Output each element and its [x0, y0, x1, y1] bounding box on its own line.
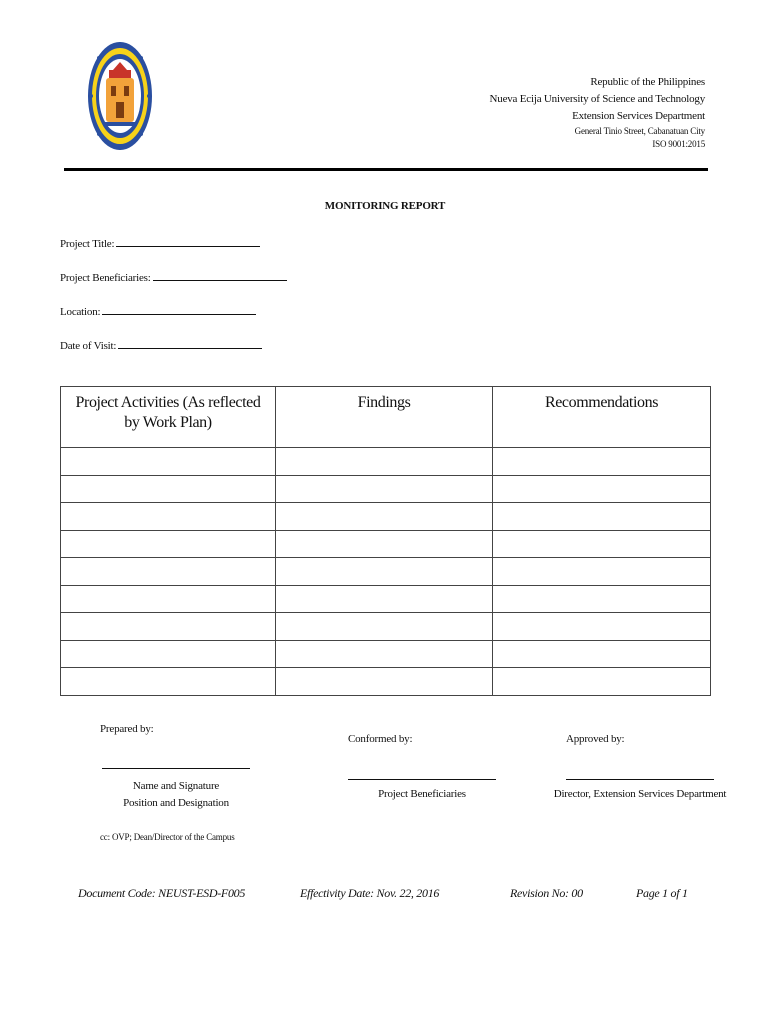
recommendations-cell[interactable]	[493, 585, 711, 613]
cc-note: cc: OVP; Dean/Director of the Campus	[100, 832, 235, 842]
header-line-iso: ISO 9001:2015	[652, 139, 705, 149]
field-project-title	[60, 236, 260, 250]
field-label-project-beneficiaries: Project Beneficiaries:	[60, 272, 151, 284]
column-header-activities-line2: by Work Plan)	[124, 414, 212, 431]
findings-cell[interactable]	[276, 530, 493, 558]
field-label-location: Location:	[60, 306, 101, 318]
table-row	[61, 503, 711, 531]
findings-cell[interactable]	[276, 668, 493, 696]
project-title-input[interactable]	[116, 236, 260, 247]
findings-cell[interactable]	[276, 448, 493, 476]
institution-header	[385, 74, 705, 151]
activity-cell[interactable]	[61, 640, 276, 668]
table-row	[61, 613, 711, 641]
project-beneficiaries-input[interactable]	[153, 270, 287, 281]
table-row	[61, 640, 711, 668]
seal-icon	[87, 40, 153, 152]
findings-cell[interactable]	[276, 613, 493, 641]
field-location	[60, 304, 256, 318]
findings-cell[interactable]	[276, 558, 493, 586]
recommendations-cell[interactable]	[493, 668, 711, 696]
activity-cell[interactable]	[61, 503, 276, 531]
field-date-of-visit	[60, 338, 262, 352]
activities-table	[60, 386, 711, 696]
footer-page-number: Page 1 of 1	[636, 886, 688, 900]
table-row	[61, 558, 711, 586]
header-line-address: General Tinio Street, Cabanatuan City	[574, 126, 705, 136]
column-header-activities-line1: Project Activities (As reflected	[75, 394, 261, 411]
table-header-row	[61, 387, 711, 448]
footer-document-code: Document Code: NEUST-ESD-F005	[78, 886, 246, 900]
university-seal	[87, 40, 153, 152]
approved-by-label: Approved by:	[566, 733, 625, 745]
activity-cell[interactable]	[61, 585, 276, 613]
recommendations-cell[interactable]	[493, 475, 711, 503]
activity-cell[interactable]	[61, 475, 276, 503]
recommendations-cell[interactable]	[493, 448, 711, 476]
date-of-visit-input[interactable]	[118, 338, 262, 349]
findings-cell[interactable]	[276, 503, 493, 531]
column-header-activities	[61, 387, 276, 448]
location-input[interactable]	[102, 304, 256, 315]
header-line-department: Extension Services Department	[572, 110, 705, 122]
footer-effectivity-date: Effectivity Date: Nov. 22, 2016	[300, 886, 440, 900]
approved-by-signature-line[interactable]	[566, 779, 714, 780]
prepared-by-caption	[102, 778, 250, 812]
recommendations-cell[interactable]	[493, 558, 711, 586]
recommendations-cell[interactable]	[493, 640, 711, 668]
findings-cell[interactable]	[276, 585, 493, 613]
field-project-beneficiaries	[60, 270, 287, 284]
conformed-by-caption: Project Beneficiaries	[378, 788, 466, 800]
findings-cell[interactable]	[276, 475, 493, 503]
header-line-university: Nueva Ecija University of Science and Technology	[489, 93, 705, 105]
header-line-republic: Republic of the Philippines	[590, 76, 705, 88]
recommendations-cell[interactable]	[493, 503, 711, 531]
table-row	[61, 448, 711, 476]
recommendations-cell[interactable]	[493, 530, 711, 558]
prepared-by-caption-name: Name and Signature	[132, 780, 220, 792]
table-row	[61, 530, 711, 558]
field-label-date-of-visit: Date of Visit:	[60, 340, 117, 352]
conformed-by-signature-line[interactable]	[348, 779, 496, 780]
table-row	[61, 475, 711, 503]
conformed-by-label: Conformed by:	[348, 733, 413, 745]
table-body	[61, 448, 711, 696]
prepared-by-label: Prepared by:	[100, 723, 154, 735]
findings-cell[interactable]	[276, 640, 493, 668]
header-divider	[64, 168, 708, 171]
column-header-recommendations: Recommendations	[493, 387, 711, 448]
activity-cell[interactable]	[61, 530, 276, 558]
activity-cell[interactable]	[61, 668, 276, 696]
recommendations-cell[interactable]	[493, 613, 711, 641]
column-header-findings: Findings	[276, 387, 493, 448]
table-row	[61, 585, 711, 613]
table-row	[61, 668, 711, 696]
prepared-by-caption-position: Position and Designation	[123, 797, 229, 809]
activity-cell[interactable]	[61, 558, 276, 586]
document-title: MONITORING REPORT	[324, 200, 446, 212]
activity-cell[interactable]	[61, 613, 276, 641]
field-label-project-title: Project Title:	[60, 238, 115, 250]
footer-revision-no: Revision No: 00	[510, 886, 583, 900]
prepared-by-signature-line[interactable]	[102, 768, 250, 769]
activity-cell[interactable]	[61, 448, 276, 476]
approved-by-caption: Director, Extension Services Department	[553, 788, 727, 800]
